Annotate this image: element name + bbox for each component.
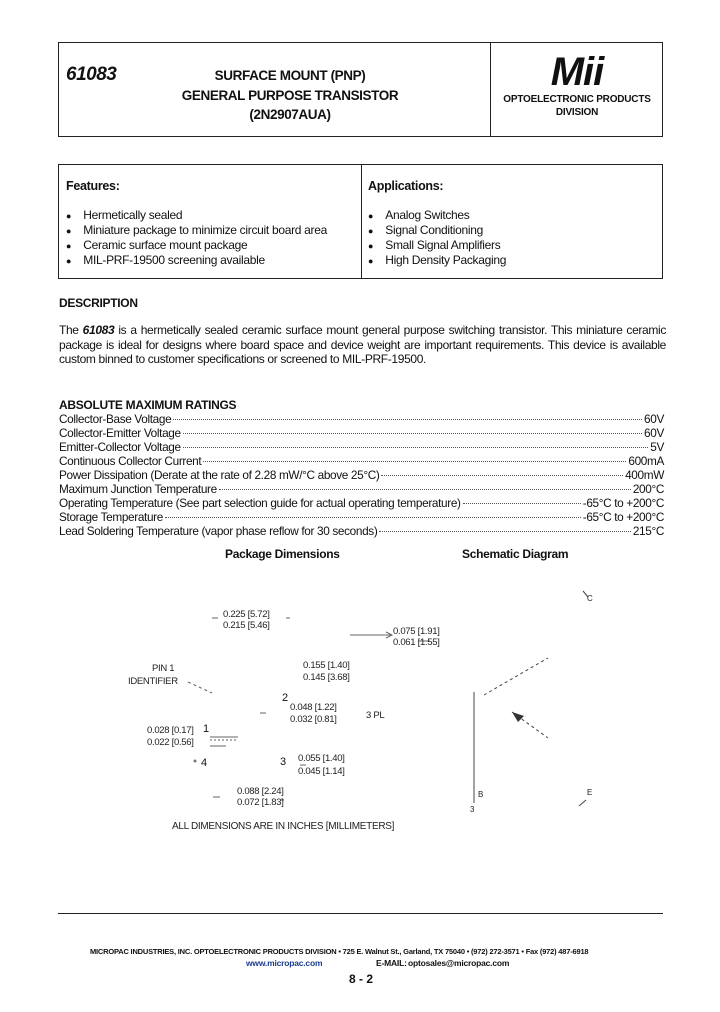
- application-item: ● Small Signal Amplifiers: [368, 238, 501, 252]
- title-line-2: GENERAL PURPOSE TRANSISTOR: [181, 88, 399, 103]
- dim-label: 0.022 [0.56]: [147, 737, 194, 748]
- base-label: B: [478, 790, 484, 799]
- footer-email-label: E-MAIL:: [376, 958, 407, 968]
- description-text: The 61083 is a hermetically sealed ceramic surface mount general purpose switching transistor. This miniature ceramic package is ideal for designs where board space and device weight are important requirements. This device is available custom binned to customer specifications or screened to MIL-PRF-19500.: [59, 323, 666, 366]
- company-logo: Mii: [550, 50, 604, 94]
- footer-email[interactable]: optosales@micropac.com: [408, 958, 510, 968]
- emitter-label: E: [587, 788, 593, 797]
- rating-row: Collector-Emitter Voltage 60V: [59, 426, 664, 440]
- dim-label: 0.155 [1.40]: [303, 660, 350, 671]
- rating-row: Collector-Base Voltage 60V: [59, 412, 664, 426]
- dim-label: 0.215 [5.46]: [223, 620, 270, 631]
- footer-company: MICROPAC INDUSTRIES, INC. OPTOELECTRONIC PRODUCTS DIVISION • 725 E. Walnut St., Garland, TX 75040 • (972) 272-3571 • Fax (972) 487-6918: [90, 947, 589, 956]
- rating-row: Operating Temperature (See part selection guide for actual operating temperature) -65°C to +200°C: [59, 496, 664, 510]
- dim-label: 0.032 [0.81]: [290, 714, 337, 725]
- dim-label: 0.055 [1.40]: [298, 753, 345, 764]
- rating-row: Continuous Collector Current 600mA: [59, 454, 664, 468]
- emitter-arrow: [512, 712, 524, 722]
- feature-item: ● MIL-PRF-19500 screening available: [66, 253, 265, 267]
- application-item: ● Signal Conditioning: [368, 223, 483, 237]
- feature-item: ● Miniature package to minimize circuit board area: [66, 223, 327, 237]
- footer-rule: [58, 913, 663, 914]
- description-heading: DESCRIPTION: [59, 296, 138, 310]
- base-pin-label: 3: [470, 805, 475, 814]
- dim-label: 0.225 [5.72]: [223, 609, 270, 620]
- rating-row: Lead Soldering Temperature (vapor phase reflow for 30 seconds) 215°C: [59, 524, 664, 538]
- dim-label: 0.028 [0.17]: [147, 725, 194, 736]
- division-line-2: DIVISION: [555, 107, 599, 118]
- collector-lead: [484, 658, 548, 695]
- dim-label: 0.075 [1.91]: [393, 626, 440, 637]
- pin1-identifier-label: IDENTIFIER: [128, 676, 178, 687]
- schematic-heading: Schematic Diagram: [462, 547, 569, 561]
- feature-item: ● Hermetically sealed: [66, 208, 183, 222]
- rating-row: Emitter-Collector Voltage 5V: [59, 440, 664, 454]
- part-number: 61083: [66, 64, 117, 85]
- page-number: 8 - 2: [349, 972, 374, 986]
- features-heading: Features:: [66, 179, 120, 193]
- package-dimensions-heading: Package Dimensions: [225, 547, 340, 561]
- pin-number: 4: [201, 757, 208, 769]
- division-line-1: OPTOELECTRONIC PRODUCTS: [503, 94, 651, 105]
- dimensions-note: ALL DIMENSIONS ARE IN INCHES [MILLIMETERS]: [172, 821, 395, 832]
- rating-row: Power Dissipation (Derate at the rate of 2.28 mW/°C above 25°C) 400mW: [59, 468, 664, 482]
- pin-number: 2: [282, 692, 289, 704]
- feature-item: ● Ceramic surface mount package: [66, 238, 248, 252]
- pin-number: 3: [280, 756, 287, 768]
- footer-website[interactable]: www.micropac.com: [246, 958, 323, 968]
- collector-label: C: [587, 594, 593, 603]
- pin-number: 1: [203, 723, 210, 735]
- description-part: 61083: [82, 323, 115, 337]
- pl-note: 3 PL: [366, 710, 385, 721]
- dim-label: 0.072 [1.83]: [237, 797, 284, 808]
- dim-label: 0.145 [3.68]: [303, 672, 350, 683]
- application-item: ● Analog Switches: [368, 208, 470, 222]
- rating-row: Storage Temperature -65°C to +200°C: [59, 510, 664, 524]
- rating-row: Maximum Junction Temperature 200°C: [59, 482, 664, 496]
- dim-label: 0.088 [2.24]: [237, 786, 284, 797]
- application-item: ● High Density Packaging: [368, 253, 507, 267]
- dim-label: 0.045 [1.14]: [298, 766, 345, 777]
- applications-heading: Applications:: [368, 179, 444, 193]
- dim-label: 0.061 [1.55]: [393, 637, 440, 648]
- dim-label: 0.048 [1.22]: [290, 702, 337, 713]
- title-line-3: (2N2907AUA): [249, 107, 331, 122]
- ratings-heading: ABSOLUTE MAXIMUM RATINGS: [59, 398, 237, 412]
- pin1-label: PIN 1: [152, 663, 175, 674]
- emitter-terminal: [579, 800, 586, 806]
- title-line-1: SURFACE MOUNT (PNP): [214, 68, 366, 83]
